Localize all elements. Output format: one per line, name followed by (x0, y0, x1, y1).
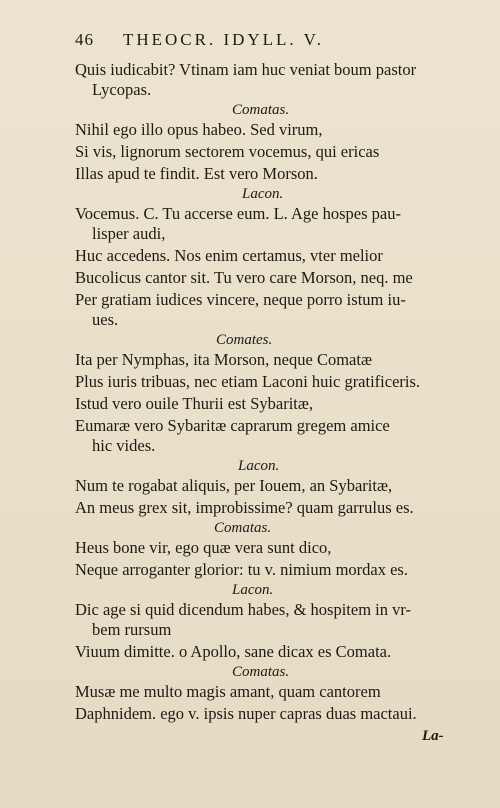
page-number: 46 (75, 30, 94, 49)
speaker-label: Lacon. (232, 582, 274, 598)
text-line: Daphnidem. ego v. ipsis nuper capras duas mactaui. (75, 704, 417, 723)
catchword: La- (422, 728, 444, 744)
text-line: Vocemus. C. Tu accerse eum. L. Age hospes pau- (75, 204, 401, 223)
text-line: Lycopas. (92, 80, 152, 99)
text-line: Nihil ego illo opus habeo. Sed virum, (75, 120, 323, 139)
text-line: Viuum dimitte. o Apollo, sane dicax es Comata. (75, 642, 392, 661)
text-line: Si vis, lignorum sectorem vocemus, qui ericas (75, 142, 380, 161)
text-line: Dic age si quid dicendum habes, & hospitem in vr- (75, 600, 412, 619)
speaker-label: Comatas. (214, 520, 272, 536)
speaker-label: Comates. (216, 332, 273, 348)
text-line: Per gratiam iudices vincere, neque porro istum iu- (75, 290, 406, 309)
text-line: ues. (92, 310, 119, 329)
text-line: Plus iuris tribuas, nec etiam Laconi huic gratificeris. (75, 372, 421, 391)
speaker-label: Comatas. (232, 102, 290, 118)
text-line: Heus bone vir, ego quæ vera sunt dico, (75, 538, 332, 557)
text-line: Musæ me multo magis amant, quam cantorem (75, 682, 381, 701)
running-title: THEOCR. IDYLL. V. (122, 30, 324, 49)
text-line: Eumaræ vero Sybaritæ caprarum gregem amice (75, 416, 390, 435)
text-line: Neque arroganter glorior: tu v. nimium mordax es. (75, 560, 408, 579)
text-line: hic vides. (92, 436, 156, 455)
speaker-label: Lacon. (238, 458, 280, 474)
text-line: lisper audi, (92, 224, 166, 243)
text-line: Bucolicus cantor sit. Tu vero care Morson, neq. me (75, 268, 413, 287)
speaker-label: Comatas. (232, 664, 290, 680)
text-line: Istud vero ouile Thurii est Sybaritæ, (75, 394, 314, 413)
text-line: Ita per Nymphas, ita Morson, neque Comatæ (75, 350, 372, 369)
text-line: An meus grex sit, improbissime? quam garrulus es. (75, 498, 414, 517)
speaker-label: Lacon. (242, 186, 284, 202)
text-line: Num te rogabat aliquis, per Iouem, an Sybaritæ, (75, 476, 393, 495)
text-line: Quis iudicabit? Vtinam iam huc veniat boum pastor (75, 60, 417, 79)
text-line: Illas apud te findit. Est vero Morson. (75, 164, 318, 183)
text-line: Huc accedens. Nos enim certamus, vter melior (75, 246, 383, 265)
text-line: bem rursum (92, 620, 172, 639)
page-header (75, 30, 415, 50)
